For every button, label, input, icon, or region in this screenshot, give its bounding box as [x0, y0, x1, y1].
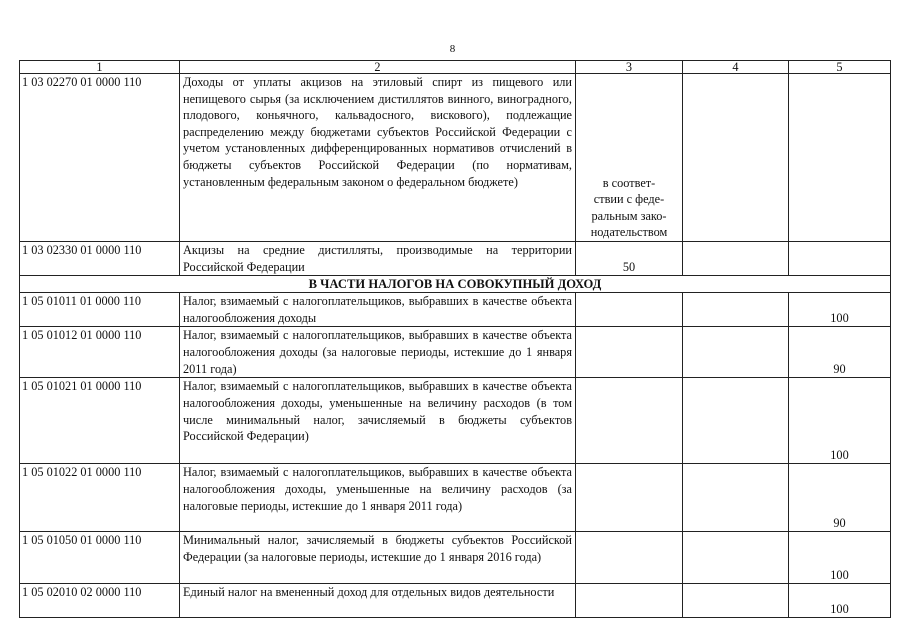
- column-5-value: [789, 74, 891, 242]
- section-header-row: [20, 276, 891, 293]
- table-row: [20, 327, 891, 378]
- column-number-row: [20, 61, 891, 74]
- column-5-value: 100: [789, 378, 891, 464]
- column-number-5: 5: [789, 61, 891, 74]
- column-3-value: 50: [576, 242, 683, 276]
- column-4-value: [683, 532, 789, 584]
- table-row: [20, 378, 891, 464]
- column-number-2: 2: [180, 61, 576, 74]
- column-number-4: 4: [683, 61, 789, 74]
- column-4-value: [683, 584, 789, 618]
- revenue-description: Единый налог на вмененный доход для отдельных видов деятельности: [180, 584, 576, 618]
- section-title: В ЧАСТИ НАЛОГОВ НА СОВОКУПНЫЙ ДОХОД: [20, 276, 891, 293]
- column-5-value: 90: [789, 464, 891, 532]
- revenue-code: 1 05 01012 01 0000 110: [20, 327, 180, 378]
- column-3-value: [576, 584, 683, 618]
- column-3-value: [576, 327, 683, 378]
- page-number: 8: [449, 43, 456, 55]
- column-4-value: [683, 464, 789, 532]
- table-row: [20, 584, 891, 618]
- column-3-value: [576, 532, 683, 584]
- revenue-description: Налог, взимаемый с налогоплательщиков, выбравших в качестве объекта налогообложения доходы: [180, 293, 576, 327]
- column-4-value: [683, 327, 789, 378]
- column-3-value: [576, 74, 683, 242]
- column-3-line: нодательством: [590, 225, 668, 240]
- revenue-description: Акцизы на средние дистилляты, производимые на территории Российской Федерации: [180, 242, 576, 276]
- revenue-code: 1 03 02330 01 0000 110: [20, 242, 180, 276]
- column-4-value: [683, 293, 789, 327]
- revenue-code: 1 05 01050 01 0000 110: [20, 532, 180, 584]
- column-5-value: 100: [789, 293, 891, 327]
- column-5-value: 100: [789, 584, 891, 618]
- column-5-value: 90: [789, 327, 891, 378]
- column-3-value: [576, 378, 683, 464]
- revenue-description: Налог, взимаемый с налогоплательщиков, выбравших в качестве объекта налогообложения доходы (за налоговые периоды, истекшие до 1 января 2011 года): [180, 327, 576, 378]
- column-4-value: [683, 74, 789, 242]
- revenue-code: 1 05 01022 01 0000 110: [20, 464, 180, 532]
- revenue-code: 1 05 01011 01 0000 110: [20, 293, 180, 327]
- column-3-line: ствии с феде-: [593, 192, 665, 207]
- revenue-description: Минимальный налог, зачисляемый в бюджеты субъектов Российской Федерации (за налоговые периоды, истекшие до 1 января 2016 года): [180, 532, 576, 584]
- column-number-3: 3: [576, 61, 683, 74]
- column-5-value: 100: [789, 532, 891, 584]
- column-3-line: в соответ-: [602, 175, 656, 190]
- column-3-value: [576, 293, 683, 327]
- table-row: [20, 464, 891, 532]
- revenue-code: 1 05 01021 01 0000 110: [20, 378, 180, 464]
- revenue-description: Доходы от уплаты акцизов на этиловый спирт из пищевого или непищевого сырья (за исключением дистиллятов винного, виноградного, плодового, коньячного, кальвадосного, вискового), подлежащие распределению между бюджетами субъектов Российской Федерации с учетом установленных дифференцированных нормативов отчислений в бюджеты субъектов Российской Федерации (по нормативам, установленным федеральным законом о федеральном бюджете): [180, 74, 576, 242]
- revenue-code: 1 03 02270 01 0000 110: [20, 74, 180, 242]
- table-row: [20, 532, 891, 584]
- budget-revenue-table: [19, 60, 891, 618]
- table-row: [20, 74, 891, 242]
- revenue-description: Налог, взимаемый с налогоплательщиков, выбравших в качестве объекта налогообложения доходы, уменьшенные на величину расходов (в том числе минимальный налог, зачисляемый в бюджеты субъектов Российской Федерации): [180, 378, 576, 464]
- column-4-value: [683, 242, 789, 276]
- column-number-1: 1: [20, 61, 180, 74]
- column-3-value: [576, 464, 683, 532]
- column-4-value: [683, 378, 789, 464]
- table-row: [20, 242, 891, 276]
- column-3-line: ральным зако-: [591, 208, 667, 223]
- revenue-code: 1 05 02010 02 0000 110: [20, 584, 180, 618]
- table-row: [20, 293, 891, 327]
- column-5-value: [789, 242, 891, 276]
- revenue-description: Налог, взимаемый с налогоплательщиков, выбравших в качестве объекта налогообложения доходы, уменьшенные на величину расходов (за налоговые периоды, истекшие до 1 января 2011 года): [180, 464, 576, 532]
